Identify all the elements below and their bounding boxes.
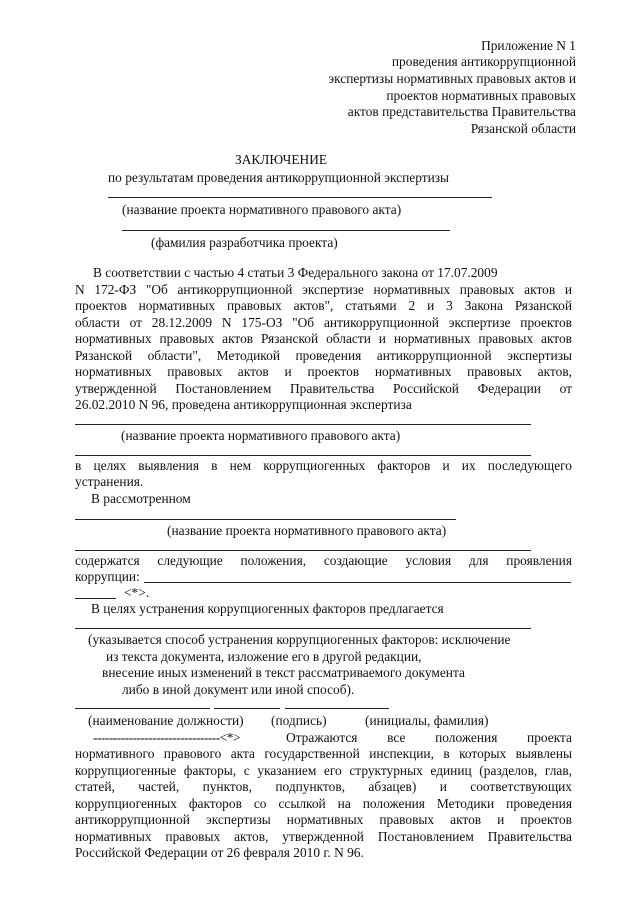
paragraph-line: 26.02.2010 N 96, проведена антикоррупционная экспертиза (75, 397, 412, 412)
footnote-line: коррупциогенные факторы, с указанием его структурных единиц (разделов, глав, (75, 763, 572, 778)
paragraph-line: устранения. (75, 474, 144, 489)
paragraph-line: В соответствии с частью 4 статьи 3 Федерального закона от 17.07.2009 (93, 265, 498, 280)
footnote-line: статей, частей, пунктов, подпунктов, абзацев) и соответствующих (75, 779, 572, 794)
header-line: проектов нормативных правовых (386, 88, 576, 103)
proposal-line: В целях устранения коррупциогенных факторов предлагается (91, 601, 444, 616)
caption-line: (указывается способ устранения коррупциогенных факторов: исключение (88, 632, 511, 647)
header-line: экспертизы нормативных правовых актов и (328, 71, 576, 86)
footnote-separator: --------------------------------<*> (93, 730, 240, 745)
paragraph-line: утвержденной Постановлением Правительства Российской Федерации от (75, 381, 572, 396)
header-line: Приложение N 1 (481, 38, 576, 53)
footnote-line: Отражаются все положения проекта (286, 730, 572, 745)
footnote-line: антикоррупционной экспертизы нормативных правовых актов и проектов (75, 812, 572, 827)
footnote-line: Российской Федерации от 26 февраля 2010 г. N 96. (75, 845, 364, 860)
footnote-line: нормативного правового акта государственной инспекции, в которых выявлены (75, 746, 572, 761)
paragraph-line: нормативных правовых актов и проектов нормативных правовых актов, (75, 364, 572, 379)
caption-project-name: (название проекта нормативного правового акта) (121, 428, 401, 443)
blank-line (75, 598, 116, 599)
blank-line (75, 550, 531, 551)
blank-line (122, 230, 450, 231)
document-title: ЗАКЛЮЧЕНИЕ (235, 152, 328, 167)
signature-sign-caption: (подпись) (271, 713, 327, 728)
caption-line: внесение иных изменений в текст рассматриваемого документа (102, 665, 465, 680)
paragraph-line: проектов нормативных правовых актов", статьями 2 и 3 Закона Рязанской (75, 298, 572, 313)
paragraph-line: в целях выявления в нем коррупциогенных факторов и их последующего (75, 458, 572, 473)
caption-line: либо в иной документ или иной способ). (122, 682, 355, 697)
considered-label: В рассмотренном (91, 491, 191, 506)
caption-project-name: (название проекта нормативного правового акта) (122, 202, 402, 217)
footnote-line: коррупциогенных факторов со ссылкой на положения Методики проведения (75, 796, 572, 811)
header-line: Рязанской области (470, 121, 576, 136)
blank-line (75, 519, 456, 520)
header-line: актов представительства Правительства (347, 104, 576, 119)
paragraph-line: области от 28.12.2009 N 175-ОЗ "Об антикоррупционной экспертизе проектов (75, 315, 572, 330)
caption-developer: (фамилия разработчика проекта) (151, 235, 338, 250)
paragraph-line: N 172-ФЗ "Об антикоррупционной экспертизе нормативных правовых актов и (75, 282, 572, 297)
blank-line (75, 424, 531, 425)
caption-project-name: (название проекта нормативного правового акта) (167, 523, 447, 538)
footnote-mark: <*>. (124, 585, 150, 600)
paragraph-line: коррупции: (75, 569, 140, 584)
blank-line (75, 628, 531, 629)
paragraph-line: нормативных правовых актов Рязанской области и нормативных правовых актов (75, 331, 572, 346)
header-line: проведения антикоррупционной (391, 54, 576, 69)
paragraph-line: содержатся следующие положения, создающие условия для проявления (75, 553, 572, 568)
signature-position-caption: (наименование должности) (88, 713, 244, 728)
signature-line-position (75, 708, 210, 709)
signature-line-sign (214, 708, 280, 709)
caption-line: из текста документа, изложение его в другой редакции, (106, 649, 422, 664)
footnote-line: нормативных правовых актов, утвержденной Постановлением Правительства (75, 829, 572, 844)
signature-line-name (285, 708, 389, 709)
signature-name-caption: (инициалы, фамилия) (365, 713, 489, 728)
blank-line (144, 582, 571, 583)
document-subtitle: по результатам проведения антикоррупционной экспертизы (108, 170, 450, 185)
blank-line (75, 455, 531, 456)
paragraph-line: Рязанской области", Методикой проведения антикоррупционной экспертизы (75, 348, 572, 363)
blank-line (108, 197, 492, 198)
